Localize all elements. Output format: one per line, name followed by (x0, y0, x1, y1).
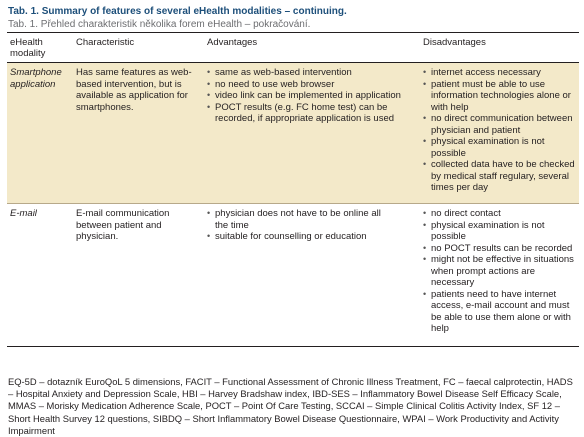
list-item: • patients need to have internet access, e-mail account and must be able to use them alone or with help (423, 289, 575, 335)
header-advantages: Advantages (207, 37, 258, 48)
row-disadvantages-list (423, 208, 575, 335)
row-advantages-list (207, 67, 412, 125)
list-item: • internet access necessary (423, 67, 575, 79)
row-characteristic: Has same features as web-based intervention, but is available as application for smartphones. (76, 67, 192, 113)
row-disadvantages-list (423, 67, 575, 194)
table-caption-czech: Tab. 1. Přehled charakteristik několika forem eHealth – pokračování. (8, 19, 311, 30)
list-item: • might not be effective in situations when prompt actions are necessary (423, 254, 575, 289)
table-header (7, 33, 579, 62)
table-caption-english: Tab. 1. Summary of features of several eHealth modalities – continuing. (8, 6, 347, 17)
header-modality: eHealth modality (10, 37, 46, 59)
list-item: • no need to use web browser (207, 79, 412, 91)
header-characteristic: Characteristic (76, 37, 135, 48)
table-bottom-rule (7, 346, 579, 347)
list-item: • physical examination is not possible (423, 220, 575, 243)
list-item: • POCT results (e.g. FC home test) can be recorded, if appropriate application is used (207, 102, 412, 125)
header-disadvantages: Disadvantages (423, 37, 486, 48)
row-advantages-list (207, 208, 382, 243)
table-footnote: EQ-5D – dotazník EuroQoL 5 dimensions, FACIT – Functional Assessment of Chronic Illness Treatment, FC – faecal calprotectin, HADS – Hospital Anxiety and Depression Scale, HBI – Harvey Bradshaw index, IBD-SES – Inflammatory Bowel Disease Self Efficacy Scale, MMAS – Morisky Medication Adherence Scale, POCT – Point Of Care Testing, SCCAI – Simple Clinical Colitis Activity Index, SF 12 – Short Health Survey 12 questions, SIBDQ – Short Inflammatory Bowel Disease Questionnaire, WPAI – Work Productivity and Activity Impairment (8, 376, 573, 436)
list-item: • no direct contact (423, 208, 575, 220)
list-item: • no direct communication between physician and patient (423, 113, 575, 136)
list-item: • physical examination is not possible (423, 136, 575, 159)
list-item: • same as web-based intervention (207, 67, 412, 79)
table-row (7, 204, 579, 344)
list-item: • physician does not have to be online all the time (207, 208, 382, 231)
table-row (7, 63, 579, 203)
list-item: • no POCT results can be recorded (423, 243, 575, 255)
row-characteristic: E-mail communication between patient and physician. (76, 208, 170, 242)
list-item: • suitable for counselling or education (207, 231, 382, 243)
row-modality: E-mail (10, 208, 37, 219)
row-modality: Smartphone application (10, 67, 62, 90)
list-item: • video link can be implemented in application (207, 90, 412, 102)
list-item: • collected data have to be checked by medical staff regulary, several times per day (423, 159, 575, 194)
list-item: • patient must be able to use information technologies alone or with help (423, 79, 575, 114)
